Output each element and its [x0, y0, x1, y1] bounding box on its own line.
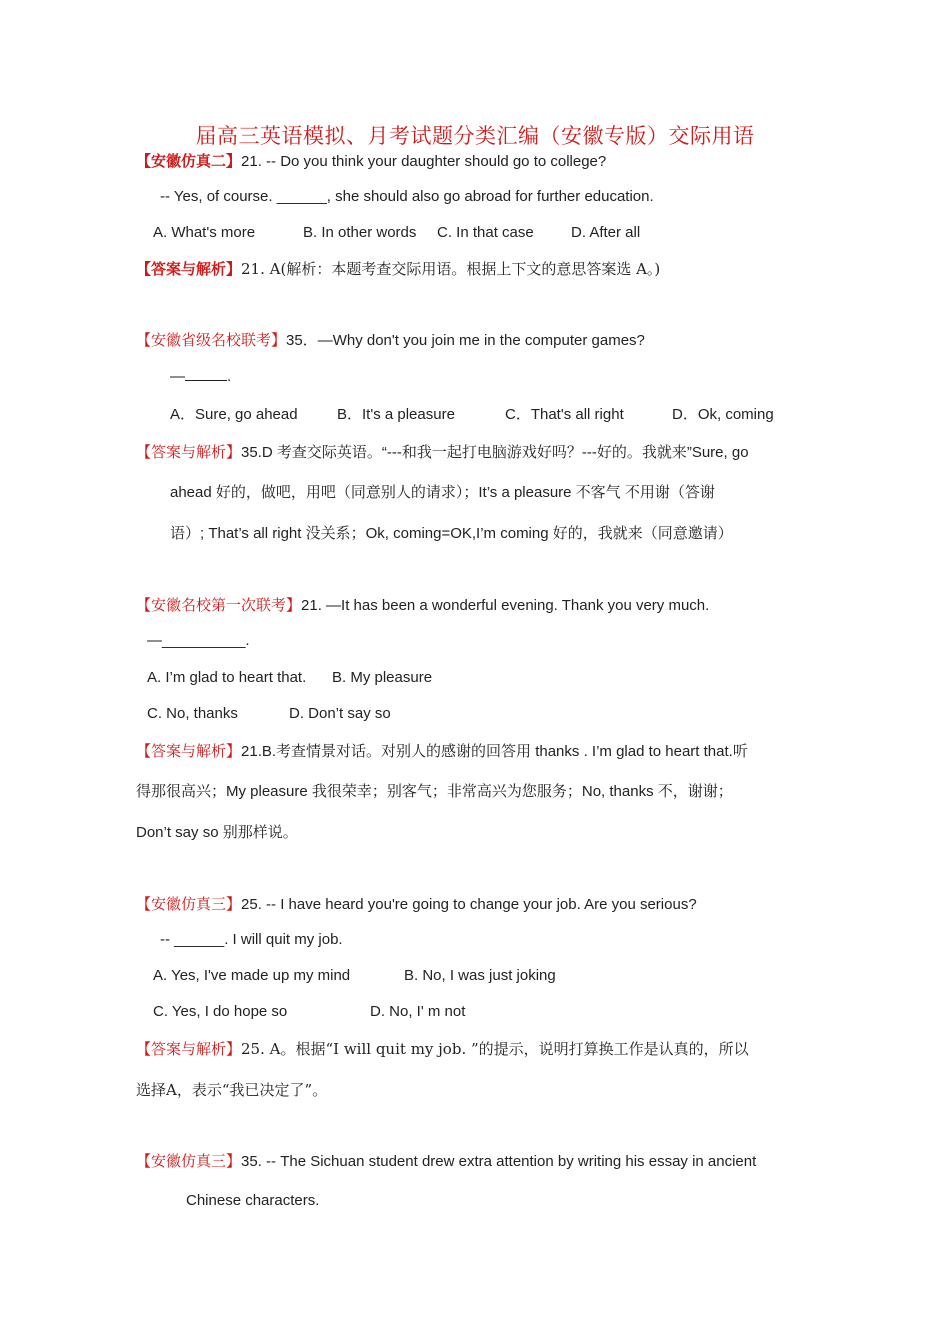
page-title: 届高三英语模拟、月考试题分类汇编（安徽专版）交际用语 [195, 124, 755, 148]
question-2-reply-end: . [227, 368, 232, 385]
question-5-stem-line [136, 1150, 756, 1172]
question-1-stem: 21. -- Do you think your daughter should go to college? [241, 153, 607, 170]
question-1-source-tag: 【安徽仿真二】 [136, 152, 242, 170]
question-1-option-d: D. After all [571, 224, 641, 241]
question-3-answer-text-1: 21.B.考查情景对话。对别人的感谢的回答用 thanks . I’m glad to heart that.听 [241, 743, 748, 760]
question-5-stem: 35. -- The Sichuan student drew extra attention by writing his essay in ancient [241, 1153, 757, 1170]
question-1-reply: -- Yes, of course. ______, she should also go abroad for further education. [160, 188, 654, 205]
question-2-reply-dash: — [170, 368, 185, 385]
question-2-answer-line-2: ahead 好的，做吧，用吧（同意别人的请求）；It’s a pleasure 不客气 不用谢（答谢 [170, 484, 715, 501]
question-4-answer-tag: 【答案与解析】 [136, 1040, 242, 1058]
question-2-option-b: B．It's a pleasure [337, 406, 455, 423]
question-3-source-tag: 【安徽名校第一次联考】 [136, 596, 302, 614]
question-1-option-c: C. In that case [437, 224, 534, 241]
question-4-option-d: D. No, I' m not [370, 1003, 466, 1020]
question-3-stem: 21. —It has been a wonderful evening. Thank you very much. [301, 597, 710, 614]
question-3-answer-line-3: Don’t say so 别那样说。 [136, 824, 298, 841]
question-4-stem: 25. -- I have heard you're going to change your job. Are you serious? [241, 896, 697, 913]
question-4-option-c: C. Yes, I do hope so [153, 1003, 288, 1020]
question-2-reply [170, 366, 231, 388]
question-1-answer [136, 258, 660, 280]
question-1-stem-line [136, 150, 606, 172]
question-1-option-a: A. What's more [153, 224, 256, 241]
question-2-stem: 35．—Why don't you join me in the computer games? [286, 332, 645, 349]
question-4-answer-line-1 [136, 1038, 749, 1060]
question-3-option-c: C. No, thanks [147, 705, 238, 722]
question-3-reply: —__________. [147, 632, 250, 649]
question-4-source-tag: 【安徽仿真三】 [136, 895, 242, 913]
question-3-option-b: B. My pleasure [332, 669, 433, 686]
question-2-option-a: A．Sure, go ahead [170, 406, 298, 423]
question-4-stem-line [136, 893, 697, 915]
question-2-answer-line-3: 语）; That’s all right 没关系；Ok, coming=OK,I’m coming 好的，我就来（同意邀请） [170, 525, 733, 542]
question-2-answer-line-1 [136, 441, 749, 463]
question-3-option-a: A. I’m glad to heart that. [147, 669, 307, 686]
question-5-stem-continued: Chinese characters. [186, 1192, 320, 1209]
question-1-answer-tag: 【答案与解析】 [136, 260, 242, 278]
question-4-answer-line-2: 选择A，表示“我已决定了”。 [136, 1081, 328, 1099]
question-2-source-tag: 【安徽省级名校联考】 [136, 331, 287, 349]
question-2-option-c: C．That's all right [505, 406, 624, 423]
question-2-answer-tag: 【答案与解析】 [136, 443, 242, 461]
question-1-option-b: B. In other words [303, 224, 417, 241]
question-2-stem-line [136, 329, 645, 351]
question-3-stem-line [136, 594, 709, 616]
question-4-option-b: B. No, I was just joking [404, 967, 556, 984]
question-1-answer-text: 21. A(解析：本题考查交际用语。根据上下文的意思答案选 A。) [241, 260, 661, 278]
question-4-option-a: A. Yes, I've made up my mind [153, 967, 351, 984]
question-4-answer-text-1: 25. A。根据“I will quit my job. ”的提示，说明打算换工作是认真的，所以 [241, 1040, 749, 1058]
question-3-answer-line-2: 得那很高兴；My pleasure 我很荣幸；别客气；非常高兴为您服务；No, thanks 不，谢谢； [136, 783, 733, 800]
question-2-option-d: D．Ok, coming [672, 406, 774, 423]
question-2-answer-text-1: 35.D 考查交际英语。“---和我一起打电脑游戏好吗？---好的。我就来”Sure, go [241, 444, 749, 461]
question-5-source-tag: 【安徽仿真三】 [136, 1152, 242, 1170]
question-3-option-d: D. Don’t say so [289, 705, 391, 722]
question-2-blank [185, 366, 227, 381]
question-3-answer-line-1 [136, 740, 748, 762]
question-4-reply: -- ______. I will quit my job. [160, 931, 343, 948]
question-3-answer-tag: 【答案与解析】 [136, 742, 242, 760]
